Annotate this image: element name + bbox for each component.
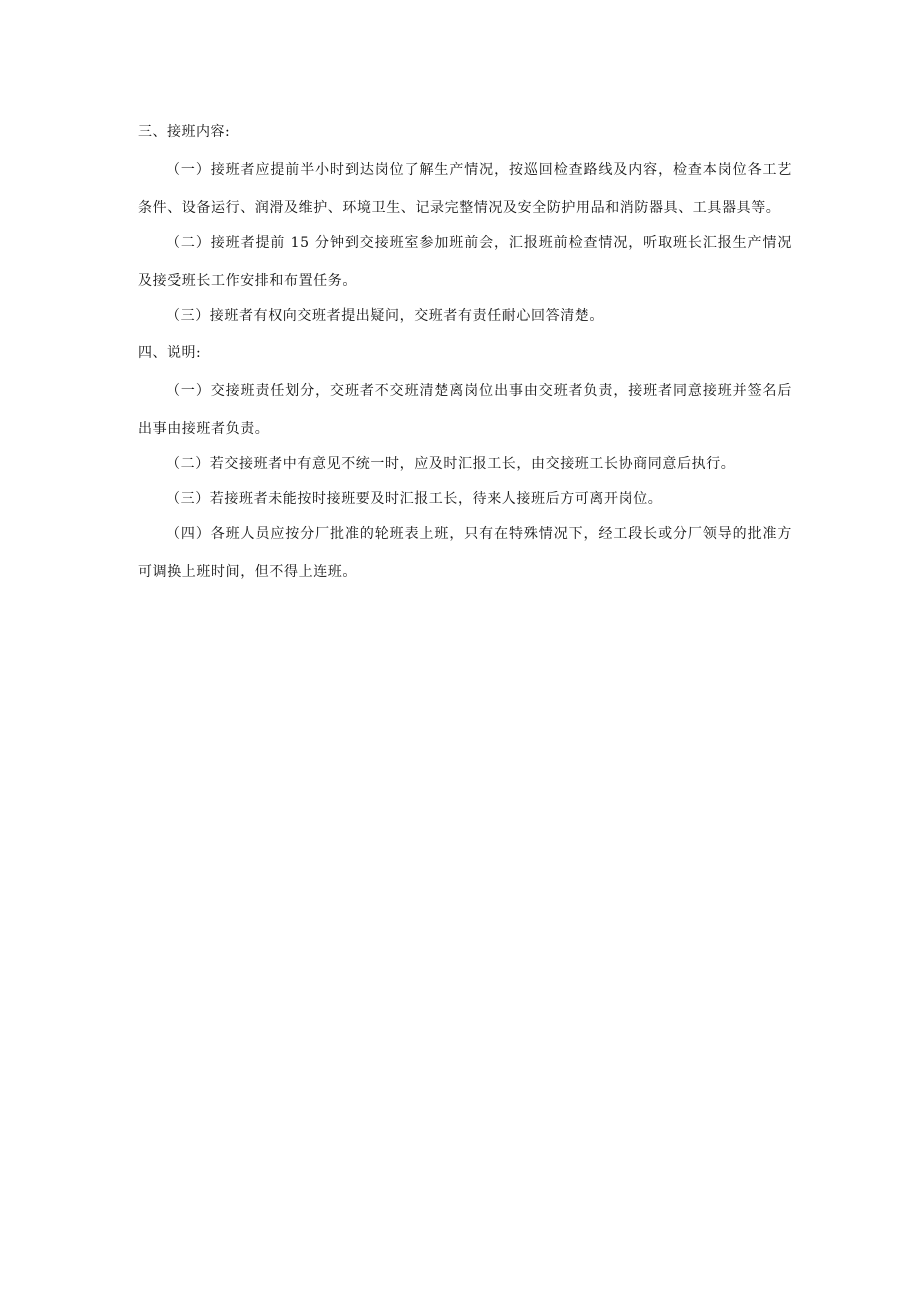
paragraph-4-4: （四）各班人员应按分厂批准的轮班表上班，只有在特殊情况下，经工段长或分厂领导的批准方可调换上班时间，但不得上连班。 [138,526,792,580]
document-body [138,119,792,594]
section-heading-notes: 四、说明: [138,345,202,361]
paragraph-4-1: （一）交接班责任划分，交班者不交班清楚离岗位出事由交班者负责，接班者同意接班并签名后出事由接班者负责。 [138,383,792,437]
paragraph-3-1: （一）接班者应提前半小时到达岗位了解生产情况，按巡回检查路线及内容，检查本岗位各工艺条件、设备运行、润滑及维护、环境卫生、记录完整情况及安全防护用品和消防器具、工具器具等。 [138,162,792,216]
paragraph-3-2: （二）接班者提前 15 分钟到交接班室参加班前会，汇报班前检查情况，听取班长汇报生产情况及接受班长工作安排和布置任务。 [138,235,792,289]
paragraph-3-3: （三）接班者有权向交班者提出疑问，交班者有责任耐心回答清楚。 [166,308,604,324]
section-heading-handover-content: 三、接班内容: [138,124,231,140]
paragraph-4-2: （二）若交接班者中有意见不统一时，应及时汇报工长，由交接班工长协商同意后执行。 [166,456,736,472]
paragraph-4-3: （三）若接班者未能按时接班要及时汇报工长，待来人接班后方可离开岗位。 [166,491,663,507]
